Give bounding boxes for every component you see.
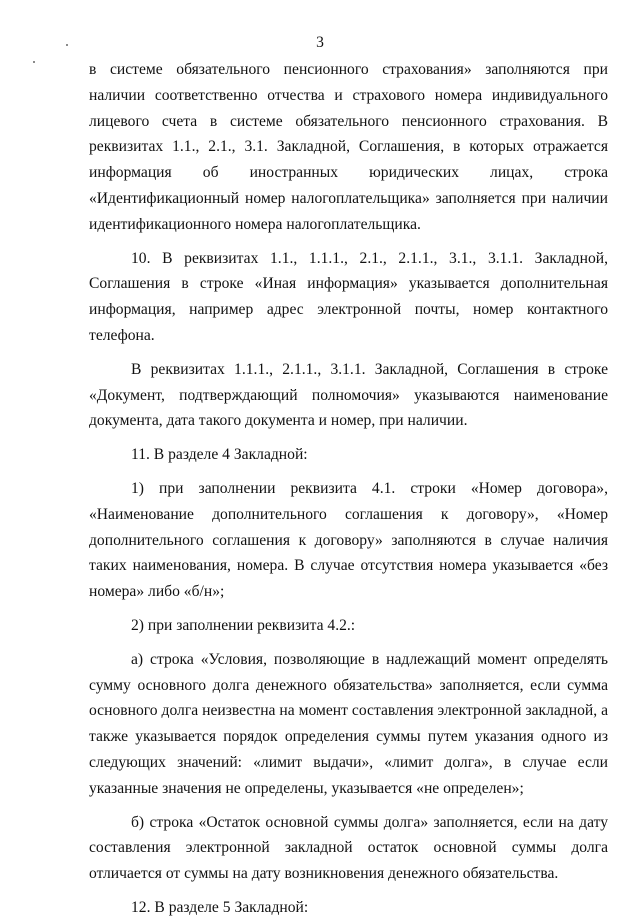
scan-dot — [66, 44, 68, 46]
page-number: 3 — [316, 34, 324, 51]
paragraph-item-11: 11. В разделе 4 Закладной: — [131, 446, 308, 464]
paragraph-requisites: В реквизитах 1.1.1., 2.1.1., 3.1.1. Закладной, Соглашения в строке «Документ, подтверждающий полномочия» указываются наименование документа, дата такого документа и номер, при наличии. — [89, 360, 608, 430]
paragraph-item-12: 12. В разделе 5 Закладной: — [131, 898, 309, 916]
paragraph-subitem-b: б) строка «Остаток основной суммы долга» заполняется, если на дату составления электронной закладной остаток основной суммы долга отличается от суммы на дату возникновения денежного обязательства. — [89, 813, 608, 883]
paragraph-subitem-1: 1) при заполнении реквизита 4.1. строки «Номер договора», «Наименование дополнительного соглашения к договору», «Номер дополнительного соглашения к договору» заполняются в случае наличия таких наименования, номера. В случае отсутствия номера указывается «без номера» либо «б/н»; — [89, 479, 608, 601]
paragraph-continuation: в системе обязательного пенсионного страхования» заполняются при наличии соответственно отчества и страхового номера индивидуального лицевого счета в системе обязательного пенсионного страхования. В реквизитах 1.1., 2.1., 3.1. Закладной, Соглашения, в которых отражается информация об иностранных юридических лицах, строка «Идентификационный номер налогоплательщика» заполняется при наличии идентификационного номера налогоплательщика. — [89, 61, 608, 233]
paragraph-item-10: 10. В реквизитах 1.1., 1.1.1., 2.1., 2.1.1., 3.1., 3.1.1. Закладной, Соглашения в строке «Иная информация» указывается дополнительная информация, например адрес электронной почты, номер контактного телефона. — [89, 249, 608, 344]
paragraph-subitem-2: 2) при заполнении реквизита 4.2.: — [131, 616, 356, 634]
paragraph-subitem-a: а) строка «Условия, позволяющие в надлежащий момент определять сумму основного долга денежного обязательства» заполняется, если сумма основного долга неизвестна на момент составления электронной закладной, а также указывается порядок определения суммы путем указания одного из следующих значений: «лимит выдачи», «лимит долга», в случае если указанные значения не определены, указывается «не определен»; — [89, 650, 608, 797]
scan-dot — [33, 61, 35, 63]
document-body — [89, 57, 608, 921]
